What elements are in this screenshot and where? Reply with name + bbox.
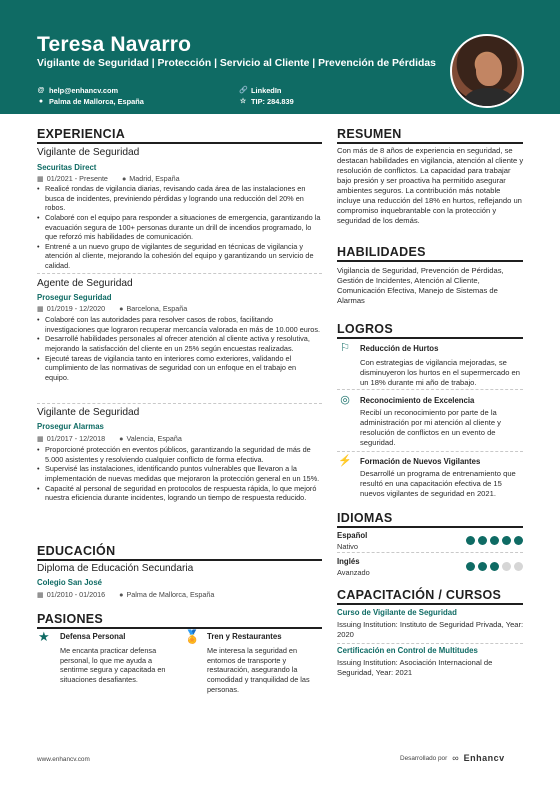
job-role: Vigilante de Seguridad — [37, 147, 140, 158]
skills-rule — [337, 260, 523, 262]
job-company: Securitas Direct — [37, 163, 97, 172]
bolt-icon: ⚡ — [338, 455, 352, 467]
language-name: Inglés — [337, 557, 360, 566]
language-rating — [466, 562, 523, 571]
experience-heading: EXPERIENCIA — [37, 127, 126, 141]
summary-heading: RESUMEN — [337, 127, 402, 141]
job-meta — [37, 304, 187, 313]
summary-text: Con más de 8 años de experiencia en seguridad, se destacan habilidades en vigilancia, atención al cliente y resolución de conflictos. La capacidad para trabajar bajo presión y ser proactiva ha permitido asegurar ambientes seguros. La contribución más notable incluye una reducción del 18% en hurtos, reflejando un compromiso inquebrantable con la protección y seguridad de los demás. — [337, 146, 524, 226]
rating-dot — [478, 562, 487, 571]
resume-header — [0, 0, 560, 114]
divider — [337, 389, 523, 390]
list-item: • Ejecuté tareas de vigilancia tanto en interiores como exteriores, validando el cumplimiento de las normativas de seguridad con un enfoque en el trabajo en equipo. — [37, 354, 322, 383]
medal-icon: 🏅 — [184, 629, 201, 644]
education-dates: 01/2010 - 01/2016 — [46, 590, 106, 599]
powered-by-text: Desarrollado por — [400, 754, 448, 762]
list-item: • Colaboré con el equipo para responder a situaciones de emergencia, garantizando la evacuación segura de 100+ personas durante un drill de incendios programado, lo que reforzó mis habilidades de comunicación. — [37, 213, 322, 242]
location-pin-icon: ● — [119, 434, 124, 443]
divider — [337, 451, 523, 452]
job-company: Prosegur Alarmas — [37, 422, 104, 431]
achievements-heading: LOGROS — [337, 322, 393, 336]
profile-photo — [450, 34, 524, 108]
rating-dot — [490, 562, 499, 571]
education-rule — [37, 559, 322, 561]
achievement-text: Con estrategias de vigilancia mejoradas, se disminuyeron los hurtos en el supermercado en un 18% durante mi año de trabajo. — [360, 358, 520, 388]
globe-icon: ◎ — [340, 394, 350, 406]
list-item: • Supervisé las instalaciones, identificando puntos vulnerables que llevaron a la implementación de nuevas medidas que mejoraron la protección general en un 15%. — [37, 464, 322, 483]
job-dates: 01/2019 - 12/2020 — [46, 304, 106, 313]
list-item: • Desarrollé habilidades personales al ofrecer atención al cliente activa y resolutiva, mejorando la satisfacción del cliente en un 25% según encuestas realizadas. — [37, 334, 322, 353]
tip-text: TIP: 284.839 — [251, 97, 294, 106]
language-level: Nativo — [337, 542, 358, 551]
flag-icon: ⚐ — [340, 342, 350, 354]
calendar-icon: ▦ — [37, 174, 44, 183]
contact-location — [37, 97, 144, 107]
link-icon: 🔗 — [239, 87, 248, 95]
divider — [337, 552, 523, 553]
list-item: • Capacité al personal de seguridad en protocolos de respuesta rápida, lo que mejoró nuestra eficiencia durante incidentes, logrando un tiempo de respuesta reducido. — [37, 484, 322, 503]
skills-heading: HABILIDADES — [337, 245, 426, 259]
experience-rule — [37, 142, 322, 144]
linkedin-text: LinkedIn — [251, 86, 282, 95]
language-rating — [466, 536, 523, 545]
language-name: Español — [337, 531, 368, 540]
rating-dot — [502, 536, 511, 545]
course-text: Issuing Institution: Asociación Internacional de Seguridad, Year: 2021 — [337, 658, 493, 678]
passion-text: Me encanta practicar defensa personal, lo que me ayuda a sentirme segura y capacitada en situaciones desafiantes. — [60, 646, 166, 684]
job-bullets — [37, 445, 322, 503]
job-location: Madrid, España — [129, 174, 180, 183]
calendar-icon: ▦ — [37, 434, 44, 443]
job-bullets — [37, 315, 322, 382]
list-item: • Colaboré con las autoridades para resolver casos de robos, facilitando investigaciones que lograron recuperar mercancía valorada en más de 10.000 euros. — [37, 315, 322, 334]
passion-title: Defensa Personal — [60, 632, 126, 641]
education-degree: Diploma de Educación Secundaria — [37, 563, 194, 574]
passions-rule — [37, 627, 322, 629]
location-pin-icon: ● — [121, 174, 127, 183]
training-heading: CAPACITACIÓN / CURSOS — [337, 588, 502, 602]
job-meta — [37, 174, 180, 183]
rating-dot — [514, 536, 523, 545]
footer-brand[interactable] — [400, 753, 505, 765]
list-item: • Entrené a un nuevo grupo de vigilantes de seguridad en técnicas de vigilancia y atención al cliente, mejorando la cohesión del equipo y garantizando un servicio de calidad. — [37, 242, 322, 271]
star-outline-icon: ☆ — [239, 98, 247, 106]
course-title: Certificación en Control de Multitudes — [337, 646, 478, 655]
skills-text: Vigilancia de Seguridad, Prevención de Pérdidas, Gestión de Incidentes, Atención al Cliente, Comunicación Efectiva, Manejo de Sistemas de Alarmas — [337, 266, 504, 306]
contact-linkedin[interactable] — [239, 86, 281, 96]
location-pin-icon: ● — [119, 304, 124, 313]
job-meta — [37, 434, 182, 443]
enhancv-logo-icon: ∞ — [452, 753, 459, 763]
calendar-icon: ▦ — [37, 590, 44, 599]
list-item: • Realicé rondas de vigilancia diarias, revisando cada área de las instalaciones en busca de incidentes, previniendo pérdidas y logrando una reducción del 20% en robos. — [37, 184, 322, 213]
job-location: Valencia, España — [126, 434, 182, 443]
email-text: help@enhancv.com — [49, 86, 119, 95]
training-rule — [337, 603, 523, 605]
job-role: Agente de Seguridad — [37, 278, 133, 289]
passion-text: Me interesa la seguridad en entornos de transporte y restauración, asegurando la comodidad y tranquilidad de las personas. — [207, 646, 310, 694]
star-icon: ★ — [38, 629, 50, 644]
rating-dot — [502, 562, 511, 571]
achievement-title: Reconocimiento de Excelencia — [360, 396, 475, 405]
passions-heading: PASIONES — [37, 612, 104, 626]
job-role: Vigilante de Seguridad — [37, 407, 140, 418]
achievement-title: Reducción de Hurtos — [360, 344, 439, 353]
job-location: Barcelona, España — [126, 304, 188, 313]
location-pin-icon: ● — [38, 98, 44, 106]
education-school: Colegio San José — [37, 578, 102, 587]
course-title: Curso de Vigilante de Seguridad — [337, 608, 457, 617]
list-item: • Proporcioné protección en eventos públicos, garantizando la seguridad de más de 5.000 asistentes y resolviendo cualquier conflicto de forma efectiva. — [37, 445, 322, 464]
languages-rule — [337, 526, 523, 528]
achievements-rule — [337, 337, 523, 339]
candidate-name: Teresa Navarro — [37, 33, 192, 56]
candidate-title: Vigilante de Seguridad | Protección | Servicio al Cliente | Prevención de Pérdidas — [37, 58, 436, 69]
calendar-icon: ▦ — [37, 304, 44, 313]
job-company: Prosegur Seguridad — [37, 293, 112, 302]
achievement-text: Recibí un reconocimiento por parte de la administración por mi atención al cliente y resolución de conflictos en un evento de seguridad. — [360, 408, 501, 448]
language-level: Avanzado — [337, 568, 370, 577]
rating-dot — [478, 536, 487, 545]
at-icon: @ — [37, 87, 45, 95]
achievement-title: Formación de Nuevos Vigilantes — [360, 457, 481, 466]
rating-dot — [514, 562, 523, 571]
rating-dot — [490, 536, 499, 545]
course-text: Issuing Institution: Instituto de Seguridad Privada, Year: 2020 — [337, 620, 524, 640]
job-dates: 01/2021 - Presente — [46, 174, 108, 183]
education-location: Palma de Mallorca, España — [126, 590, 215, 599]
divider — [37, 273, 322, 274]
rating-dot — [466, 562, 475, 571]
location-text: Palma de Mallorca, España — [49, 97, 144, 106]
education-meta — [37, 590, 214, 599]
languages-heading: IDIOMAS — [337, 511, 393, 525]
job-dates: 01/2017 - 12/2018 — [46, 434, 106, 443]
location-pin-icon: ● — [119, 590, 124, 599]
job-bullets — [37, 184, 322, 271]
contact-email[interactable] — [37, 86, 118, 96]
brand-name: Enhancv — [463, 753, 505, 763]
rating-dot — [466, 536, 475, 545]
footer-site[interactable]: www.enhancv.com — [37, 756, 90, 763]
divider — [337, 643, 523, 644]
summary-rule — [337, 142, 523, 144]
contact-tip — [239, 97, 294, 107]
achievement-text: Desarrollé un programa de entrenamiento que resultó en una capacitación efectiva de 15 nuevos vigilantes de seguridad en 2021. — [360, 469, 516, 499]
passion-title: Tren y Restaurantes — [207, 632, 282, 641]
education-heading: EDUCACIÓN — [37, 544, 116, 558]
divider — [37, 403, 322, 404]
